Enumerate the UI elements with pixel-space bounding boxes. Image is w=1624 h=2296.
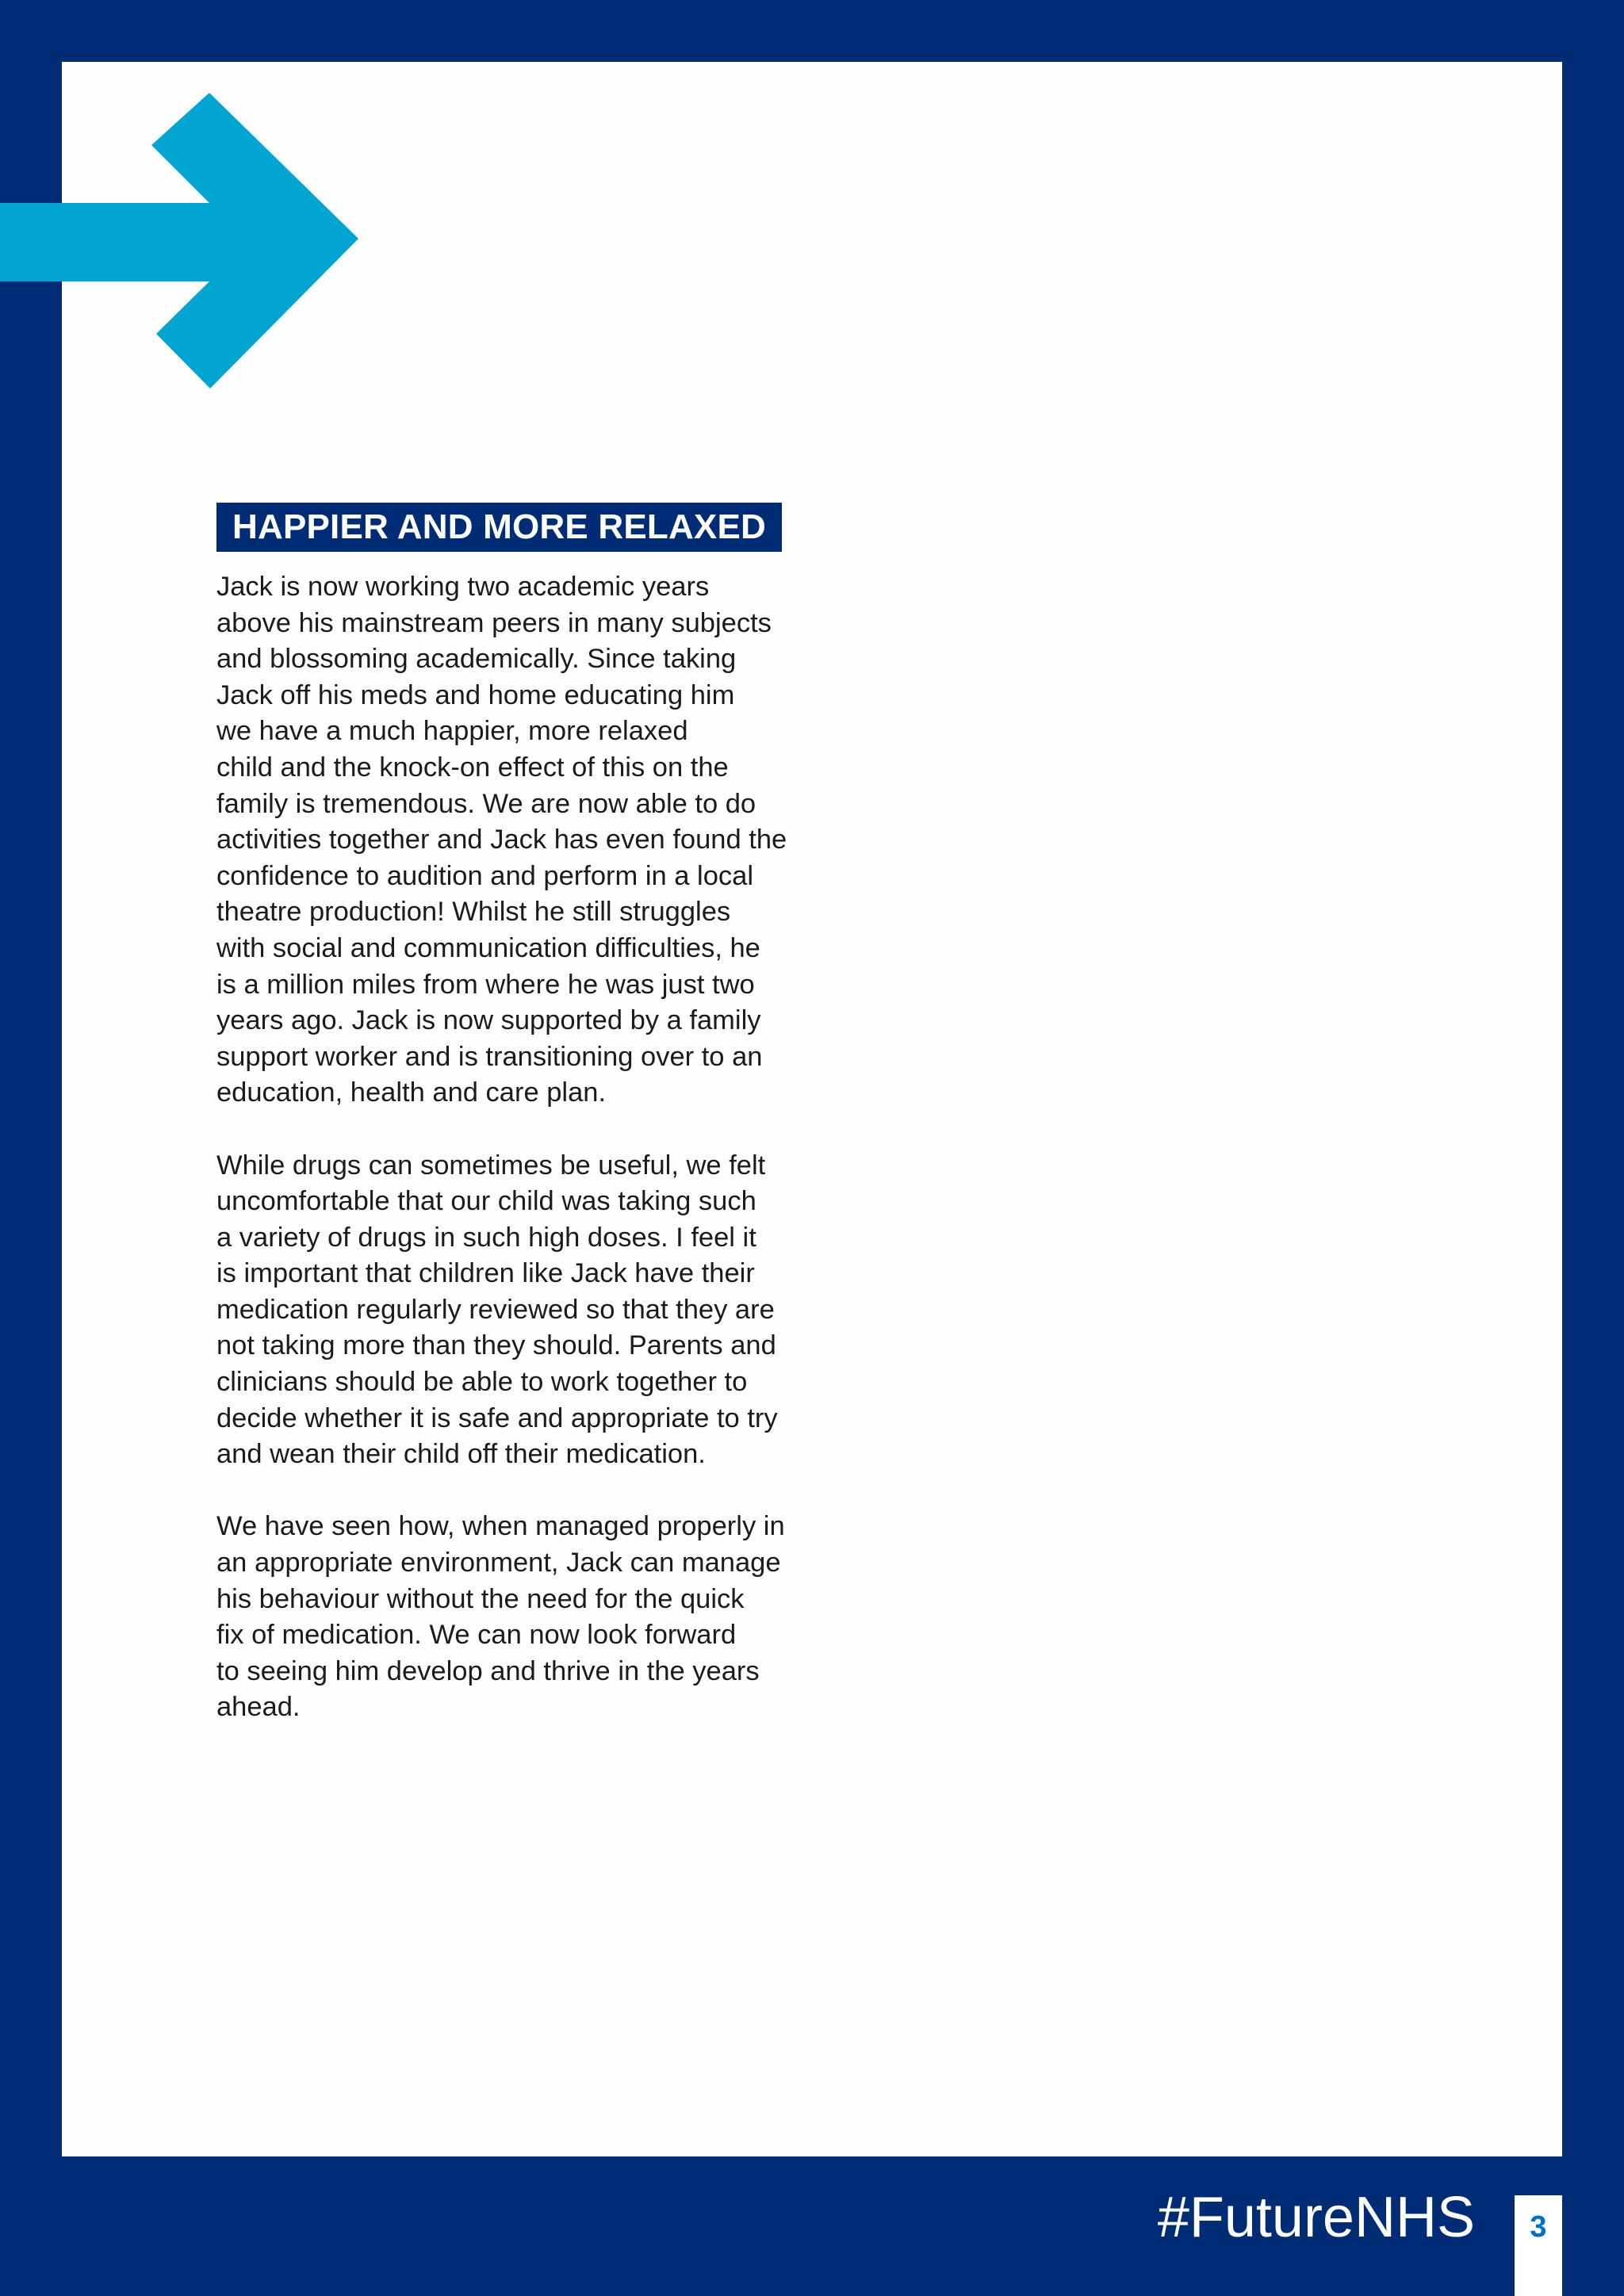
body-paragraph: While drugs can sometimes be useful, we felt uncomfortable that our child was taking such a variety of drugs in such high doses. I feel it is important that children like Jack have their medication regularly reviewed so that they are not taking more than they should. Parents and clinicians should be able to work together to decide whether it is safe and appropriate to try and wean their child off their medication. xyxy=(216,1150,778,1470)
arrow-right-icon xyxy=(0,79,365,404)
footer-hashtag: #FutureNHS xyxy=(1157,2186,1475,2249)
page-number: 3 xyxy=(1515,2195,1562,2296)
body-paragraph: Jack is now working two academic years above his mainstream peers in many subjects and blossoming academically. Since taking Jack off his meds and home educating him we have a much happier, more relaxed child and the knock-on effect of this on the family is tremendous. We are now able to do activities together and Jack has even found the confidence to audition and perform in a local theatre production! Whilst he still struggles with social and communication difficulties, he is a million miles from where he was just two years ago. Jack is now supported by a family support worker and is transitioning over to an education, health and care plan. xyxy=(216,572,787,1108)
section-heading: HAPPIER AND MORE RELAXED xyxy=(216,503,782,552)
body-paragraph: We have seen how, when managed properly in an appropriate environment, Jack can manage his behaviour without the need for the quick fix of medication. We can now look forward to seeing him develop and thrive in the years ahead. xyxy=(216,1511,785,1723)
article-content xyxy=(216,503,851,1762)
